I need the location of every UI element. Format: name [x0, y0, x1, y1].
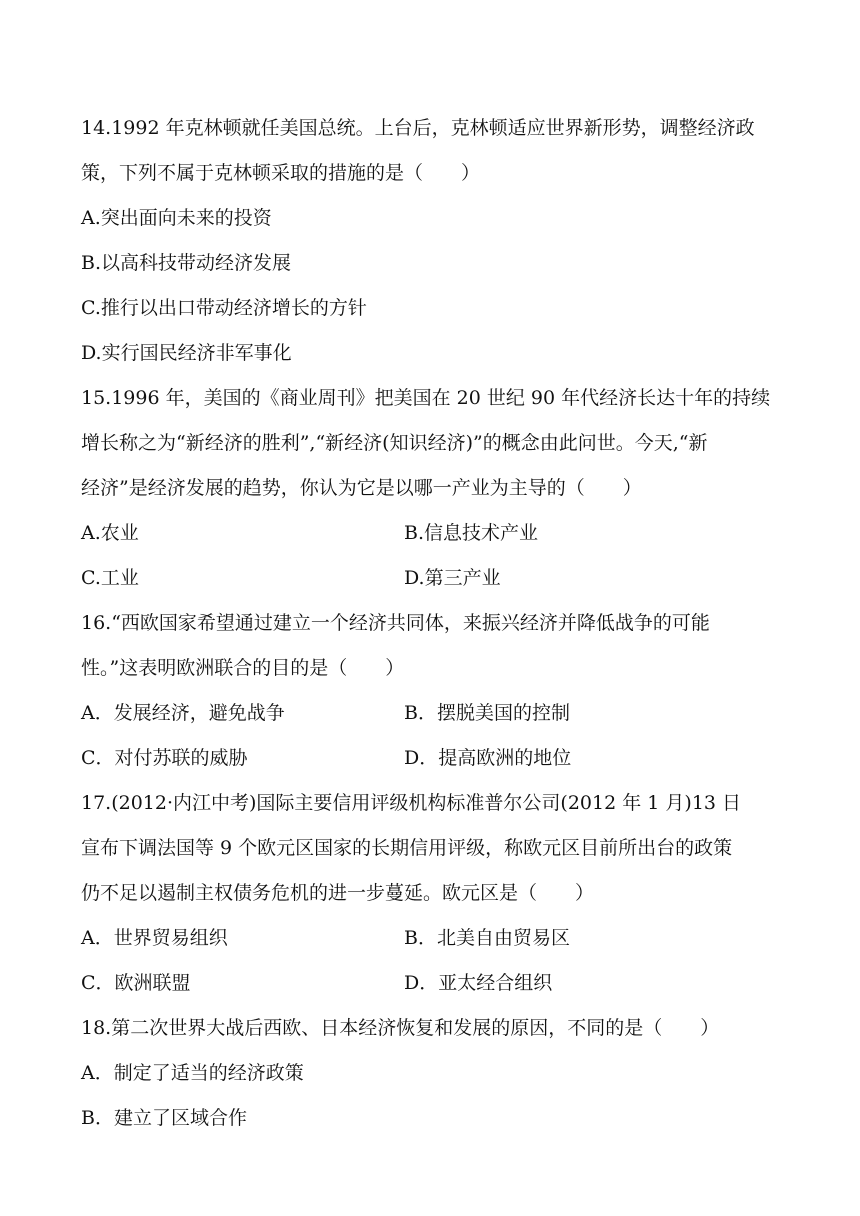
q15-stem-line-2: 增长称之为“新经济的胜利”,“新经济(知识经济)”的概念由此问世。今天,“新: [81, 432, 708, 454]
q14-option-b: B.以高科技带动经济发展: [81, 252, 292, 274]
q17-option-d: D．亚太经合组织: [404, 972, 553, 994]
q15-option-b: B.信息技术产业: [404, 522, 539, 544]
q18-stem-line-1: 18.第二次世界大战后西欧、日本经济恢复和发展的原因，不同的是（ ）: [81, 1017, 720, 1039]
q17-stem-line-3: 仍不足以遏制主权债务危机的进一步蔓延。欧元区是（ ）: [81, 882, 595, 904]
q16-stem-line-2: 性。”这表明欧洲联合的目的是（ ）: [81, 657, 405, 679]
q17-option-b: B．北美自由贸易区: [404, 927, 570, 949]
q14-option-a: A.突出面向未来的投资: [81, 207, 272, 229]
q15-option-a: A.农业: [81, 522, 139, 544]
q16-option-d: D．提高欧洲的地位: [404, 747, 572, 769]
q17-stem-line-1: 17.(2012·内江中考)国际主要信用评级机构标准普尔公司(2012 年 1 月)13 日: [81, 792, 742, 814]
q17-stem-line-2: 宣布下调法国等 9 个欧元区国家的长期信用评级，称欧元区目前所出台的政策: [81, 837, 733, 859]
q14-stem-line-1: 14.1992 年克林顿就任美国总统。上台后，克林顿适应世界新形势，调整经济政: [81, 117, 755, 139]
q15-option-d: D.第三产业: [404, 567, 501, 589]
q18-option-b: B．建立了区域合作: [81, 1107, 247, 1129]
q16-stem-line-1: 16.“西欧国家希望通过建立一个经济共同体，来振兴经济并降低战争的可能: [81, 612, 710, 634]
q14-option-c: C.推行以出口带动经济增长的方针: [81, 297, 367, 319]
q17-option-a: A．世界贸易组织: [81, 927, 228, 949]
q18-option-a: A．制定了适当的经济政策: [81, 1062, 304, 1084]
q16-option-a: A．发展经济，避免战争: [81, 702, 285, 724]
q16-option-c: C．对付苏联的威胁: [81, 747, 248, 769]
q17-option-c: C．欧洲联盟: [81, 972, 191, 994]
q14-option-d: D.实行国民经济非军事化: [81, 342, 292, 364]
q15-stem-line-3: 经济”是经济发展的趋势，你认为它是以哪一产业为主导的（ ）: [81, 477, 642, 499]
q15-stem-line-1: 15.1996 年，美国的《商业周刊》把美国在 20 世纪 90 年代经济长达十年的持续: [81, 387, 771, 409]
q14-stem-line-2: 策，下列不属于克林顿采取的措施的是（ ）: [81, 162, 481, 184]
q15-option-c: C.工业: [81, 567, 139, 589]
q16-option-b: B．摆脱美国的控制: [404, 702, 570, 724]
